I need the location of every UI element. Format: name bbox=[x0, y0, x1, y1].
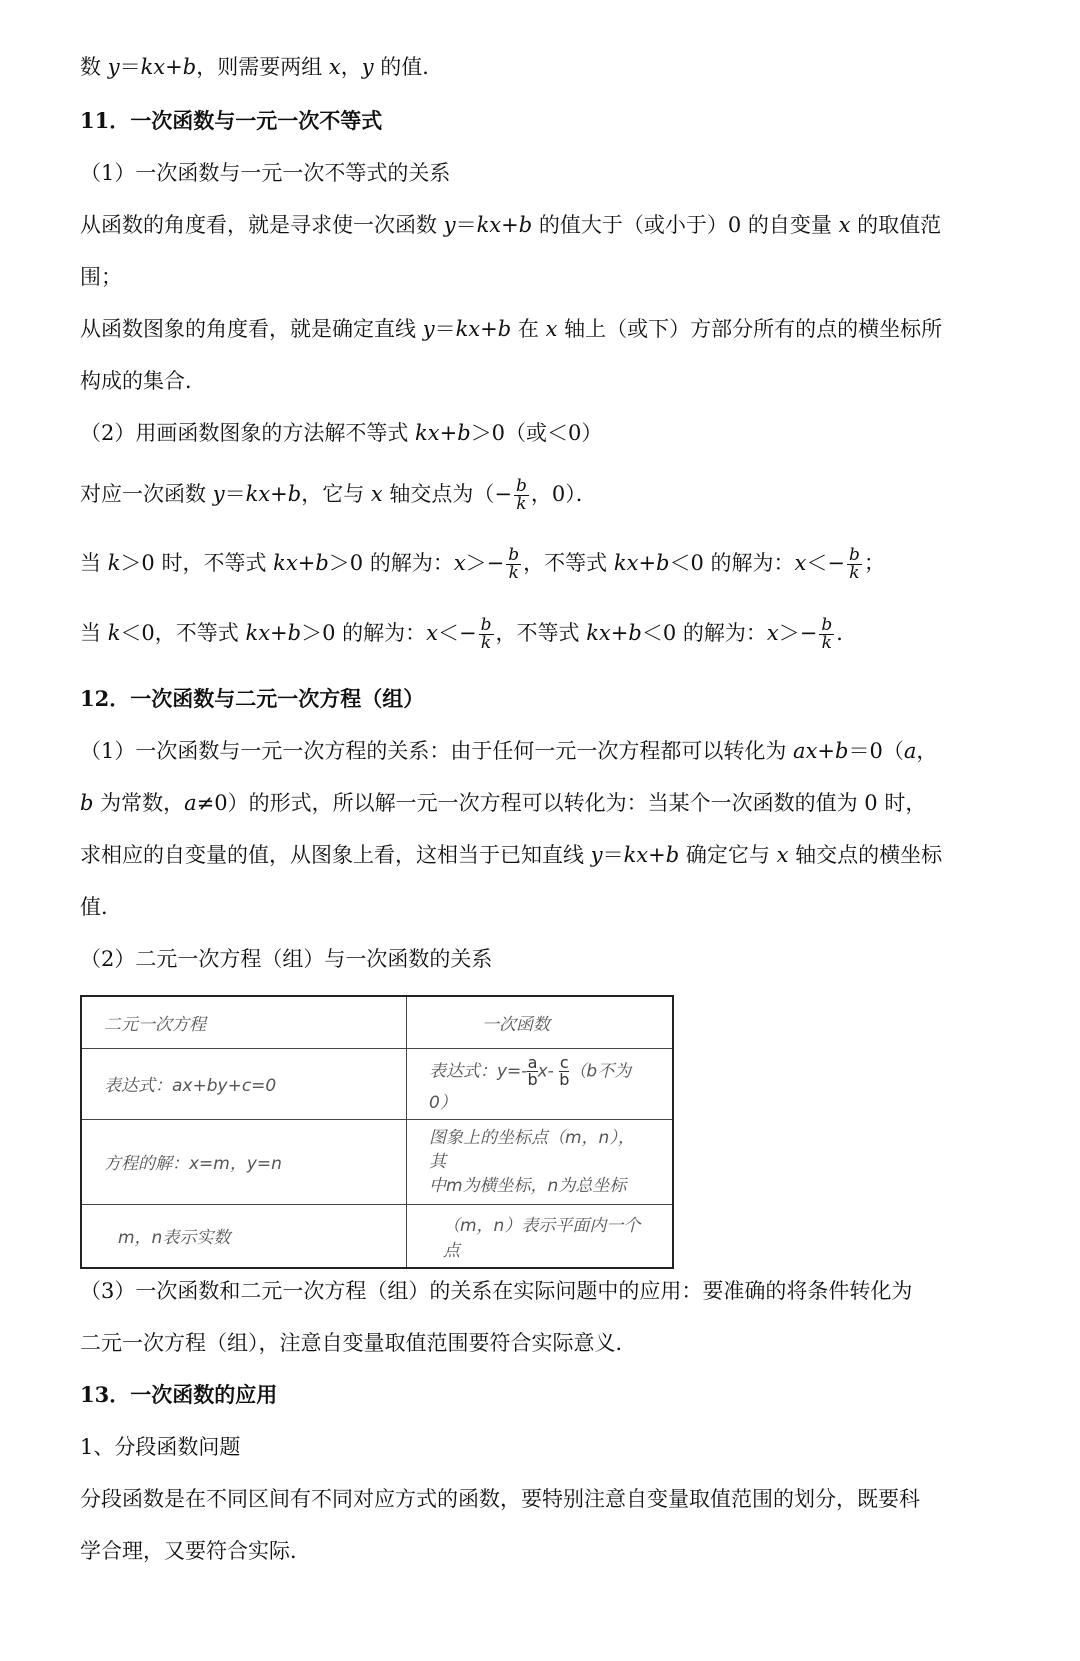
fraction: $\frac{b}{k}$ bbox=[480, 615, 492, 653]
fraction: $\frac{b}{k}$ bbox=[849, 545, 860, 583]
section-heading-12: 12．一次函数与二元一次方程（组） bbox=[80, 686, 425, 711]
text-line: b 为常数，a≠0）的形式，所以解一元一次方程可以转化为：当某个一次函数的值为 0 时， bbox=[80, 791, 927, 815]
table-cell: 方程的解：x=m，y=n bbox=[81, 1119, 407, 1204]
table-cell: m，n表示实数 bbox=[81, 1204, 407, 1268]
table-cell: （m，n）表示平面内一个点 bbox=[407, 1204, 674, 1268]
table-row bbox=[81, 1048, 673, 1119]
table-cell: 一次函数 bbox=[407, 996, 674, 1048]
subheading: （2）二元一次方程（组）与一次函数的关系 bbox=[80, 947, 493, 971]
table-cell: 图象上的坐标点（m，n），其 中m为横坐标，n为总坐标 bbox=[407, 1119, 674, 1204]
fraction: $\frac{b}{k}$ bbox=[508, 545, 520, 583]
fraction: $\frac{b}{k}$ bbox=[821, 615, 833, 653]
table-cell: 表达式：ax+by+c=0 bbox=[81, 1048, 407, 1119]
table-cell: 表达式：y=- $\frac{a}{b}$ x- $\frac{c}{b}$ （b不为0） bbox=[407, 1048, 674, 1119]
fraction: $\frac{c}{b}$ bbox=[559, 1052, 570, 1089]
subheading: （1）一次函数与一元一次不等式的关系 bbox=[80, 161, 451, 185]
text-line: 1、分段函数问题 bbox=[80, 1435, 241, 1459]
text-line: 围； bbox=[80, 265, 122, 289]
table-cell: 二元一次方程 bbox=[81, 996, 407, 1048]
text-line: 学合理，又要符合实际． bbox=[80, 1539, 311, 1563]
text-line: 当 k＜0，不等式 kx+b＞0 的解为：x＜− $\frac{b}{k}$ ，不等式 kx+b＜0 的解为：x＞− $\frac{b}{k}$ ． bbox=[80, 615, 858, 653]
text-line: （1）一次函数与一元一次方程的关系：由于任何一元一次方程都可以转化为 ax+b＝0（a， bbox=[80, 739, 938, 763]
text-line: 二元一次方程（组），注意自变量取值范围要符合实际意义． bbox=[80, 1331, 637, 1355]
text-line: 构成的集合． bbox=[80, 369, 206, 393]
section-heading-11: 11．一次函数与一元一次不等式 bbox=[80, 108, 383, 133]
relation-table bbox=[80, 995, 674, 1269]
fraction: $\frac{b}{k}$ bbox=[516, 476, 527, 514]
text-line: 从函数的角度看，就是寻求使一次函数 y＝kx+b 的值大于（或小于）0 的自变量 x 的取值范 bbox=[80, 213, 942, 237]
text-line: 对应一次函数 y＝kx+b，它与 x 轴交点为（− $\frac{b}{k}$ ，0）． bbox=[80, 476, 597, 514]
text-line: 数 y＝kx+b，则需要两组 x，y 的值． bbox=[80, 55, 444, 79]
text-line: 从函数图象的角度看，就是确定直线 y＝kx+b 在 x 轴上（或下）方部分所有的点的横坐标所 bbox=[80, 317, 943, 341]
text-line: （3）一次函数和二元一次方程（组）的关系在实际问题中的应用：要准确的将条件转化为 bbox=[80, 1279, 913, 1303]
table-row bbox=[81, 1204, 673, 1268]
text-line: 值． bbox=[80, 895, 122, 919]
text-line: 分段函数是在不同区间有不同对应方式的函数，要特别注意自变量取值范围的划分，既要科 bbox=[80, 1487, 920, 1511]
table-row bbox=[81, 996, 673, 1048]
table-row bbox=[81, 1119, 673, 1204]
fraction: $\frac{a}{b}$ bbox=[527, 1052, 538, 1089]
subheading: （2）用画函数图象的方法解不等式 kx+b＞0（或＜0） bbox=[80, 421, 603, 445]
text-line: 当 k＞0 时，不等式 kx+b＞0 的解为：x＞− $\frac{b}{k}$ ，不等式 kx+b＜0 的解为：x＜− $\frac{b}{k}$ ； bbox=[80, 545, 885, 583]
section-heading-13: 13．一次函数的应用 bbox=[80, 1382, 278, 1407]
text-line: 求相应的自变量的值，从图象上看，这相当于已知直线 y＝kx+b 确定它与 x 轴交点的横坐标 bbox=[80, 843, 943, 867]
